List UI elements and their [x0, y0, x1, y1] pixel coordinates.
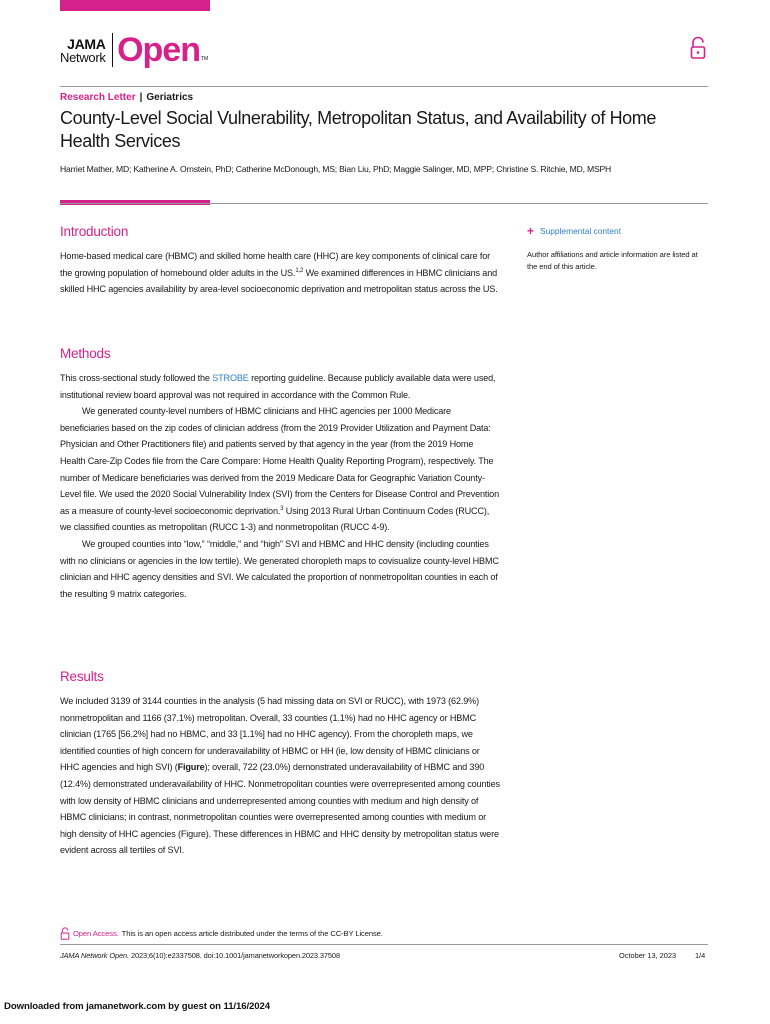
strobe-link[interactable]: STROBE: [212, 373, 249, 383]
section-rule: [60, 203, 708, 204]
article-section[interactable]: Geriatrics: [146, 92, 194, 103]
methods-paragraph-1: This cross-sectional study followed the STROBE reporting guideline. Because publicly available data were used, institutional review board approval was not required in accordance with the Common Rule.: [60, 373, 496, 400]
logo-jama: JAMA: [67, 35, 106, 52]
footer-page-number: 1/4: [695, 951, 706, 960]
plus-icon: +: [527, 224, 535, 238]
author-affiliations-note: Author affiliations and article information are listed at the end of this article.: [527, 250, 698, 271]
heading-results: Results: [60, 669, 104, 684]
introduction-paragraph: Home-based medical care (HBMC) and skilled home health care (HHC) are key components of clinical care for the growing population of homebound older adults in the US.$^{1,2}$ We examined differences in HBMC clinicians and skilled HHC agencies availability by area-level socioeconomic deprivation and metropolitan status across the US.: [60, 251, 498, 295]
header-rule: [60, 86, 708, 87]
footer-citation: JAMA Network Open. 2023;6(10):e2337508. doi:10.1001/jamanetworkopen.2023.37508: [60, 951, 340, 960]
open-lock-icon: [689, 36, 707, 60]
jama-network-open-logo[interactable]: [60, 30, 208, 70]
figure-ref[interactable]: Figure: [177, 762, 205, 773]
supplemental-content-link[interactable]: [527, 225, 707, 237]
introduction-body: [60, 248, 500, 298]
logo-divider: [112, 33, 114, 67]
results-body: [60, 693, 500, 859]
footer-journal: JAMA Network Open.: [60, 951, 129, 960]
methods-paragraph-2: We generated county-level numbers of HBMC clinicians and HHC agencies per 1000 Medicare beneficiaries based on the zip codes of clinician address (from the 2019 Provider Utilization and Payment Data: Physician and Other Practitioners file) and patients served by that agency in the year (from the 2019 Home Health Care-Zip Codes file from the Care Compare: Home Health Quality Reporting Program), respectively. The number of Medicare beneficiaries was derived from the 2019 Medicare Data for Geographic Variation County-Level file. We used the 2020 Social Vulnerability Index (SVI) from the Centers for Disease Control and Prevention as a measure of county-level socioeconomic deprivation.$^3$ Using 2013 Rural Urban Continuum Codes (RUCC), we classified counties as metropolitan (RUCC 1-3) and nonmetropolitan (RUCC 4-9).: [60, 406, 499, 533]
heading-methods: Methods: [60, 346, 111, 361]
download-note: Downloaded from jamanetwork.com by guest on 11/16/2024: [4, 1001, 270, 1012]
open-access-text: This is an open access article distributed under the terms of the CC-BY License.: [121, 929, 383, 938]
top-accent-bar: [60, 0, 210, 11]
footer-date: October 13, 2023: [619, 951, 677, 960]
open-access-label[interactable]: Open Access.: [73, 929, 119, 938]
methods-body: [60, 370, 500, 602]
logo-open: Open: [117, 31, 200, 69]
heading-introduction: Introduction: [60, 224, 129, 239]
logo-network: Network: [60, 49, 106, 65]
article-kicker: [60, 92, 193, 103]
kicker-separator: |: [139, 92, 143, 103]
results-paragraph: We included 3139 of 3144 counties in the analysis (5 had missing data on SVI or RUCC), with 1973 (62.9%) nonmetropolitan and 1166 (37.1%) metropolitan. Overall, 33 counties (1.1%) had no HHC agency or HBMC clinician (1765 [56.2%] had no HBMC, and 33 [1.1%] had no HHC agency). From the choropleth maps, we identified counties of high concern for underavailability of HBMC or HH (ie, low density of HBMC clinicians or HHC agencies and high SVI) (Figure); overall, 722 (23.0%) demonstrated underavailability of HBMC and 390 (12.4%) demonstrated underavailability of HHC. Nonmetropolitan counties were overrepresented among counties with low density of HBMC clinicians and underrepresented among counties with medium and high density of HBMC clinicians; in contrast, nonmetropolitan counties were overrepresented among counties with medium or high density of HHC agencies (Figure). These differences in HBMC and HHC density by metropolitan status were evident across all tertiles of SVI.: [60, 696, 500, 856]
footer-rule: [60, 944, 708, 945]
author-list: Harriet Mather, MD; Katherine A. Ornstein, PhD; Catherine McDonough, MS; Bian Liu, PhD; Maggie Salinger, MD, MPP; Christine S. Ritchie, MD, MSPH: [60, 164, 612, 174]
open-access-notice: [60, 927, 383, 940]
citation-ref[interactable]: 1,2: [295, 267, 304, 274]
article-type[interactable]: Research Letter: [60, 92, 136, 103]
article-title: County-Level Social Vulnerability, Metropolitan Status, and Availability of Home Health Services: [60, 108, 656, 151]
logo-tm: TM: [200, 56, 209, 62]
open-access-lock-icon: [60, 927, 70, 940]
supplemental-label: Supplemental content: [540, 226, 622, 236]
methods-paragraph-3: We grouped counties into “low,” “middle,” and “high” SVI and HBMC and HHC density (including counties with no clinicians or agencies in the low tertile). We generated choropleth maps to covisualize county-level HBMC clinician and HHC agency densities and SVI. We calculated the proportion of nonmetropolitan counties in each of the resulting 9 matrix categories.: [60, 538, 499, 599]
citation-ref[interactable]: 3: [280, 505, 284, 512]
